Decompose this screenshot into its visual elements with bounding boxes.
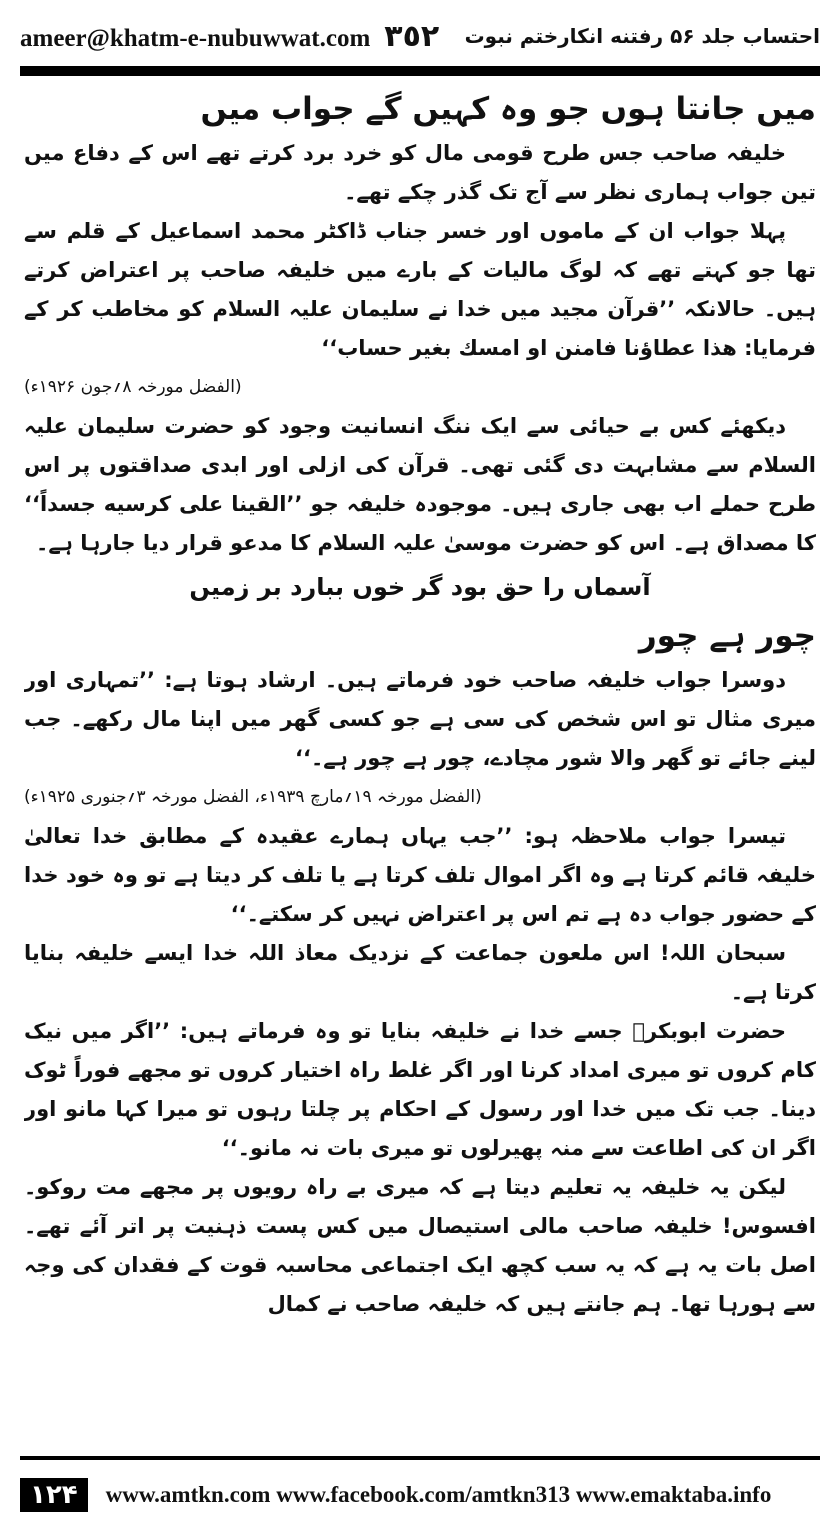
paragraph-1: خلیفہ صاحب جس طرح قومی مال کو خرد برد کرتے تھے اس کے دفاع میں تین جواب ہماری نظر سے آج تک گذر چکے تھے۔ [24,141,816,204]
paragraph-3: دیکھئے کس بے حیائی سے ایک ننگ انسانیت وجود کو حضرت سلیمان علیہ السلام سے مشابہت دی گئی تھی۔ قرآن کی ازلی اور ابدی صداقتوں پر اس طرح حملے اب بھی جاری ہیں۔ موجودہ خلیفہ جو ’’القینا علی کرسیه جسداً‘‘ کا مصداق ہے۔ اس کو حضرت موسیٰ علیہ السلام کا مدعو قرار دیا جارہا ہے۔ [24,414,816,555]
footer-links[interactable]: www.amtkn.com www.facebook.com/amtkn313 www.emaktaba.info [105,1482,772,1507]
page-body [24,84,816,1448]
footer-page-number: ۱۲۴ [20,1478,88,1512]
heading-2: چور ہے چور [638,618,816,654]
header-rule [20,66,820,76]
citation-1: (الفضل مورخہ ۸؍جون ۱۹۲۶ء) [24,377,242,397]
paragraph-4: دوسرا جواب خلیفہ صاحب خود فرماتے ہیں۔ ارشاد ہوتا ہے: ’’تمہاری اور میری مثال تو اس شخص کی سی ہے جو کسی گھر میں اپنا مال رکھے۔ جب لینے جائے تو گھر والا شور مچادے، چور ہے چور ہے۔‘‘ [24,668,816,770]
paragraph-8: لیکن یہ خلیفہ یہ تعلیم دیتا ہے کہ میری بے راہ رویوں پر مجھے مت روکو۔ افسوس! خلیفہ صاحب مالی استیصال میں کس پست ذہنیت پر اتر آئے تھے۔ اصل بات یہ ہے کہ یہ سب کچھ ایک اجتماعی محاسبہ قوت کے فقدان کی وجہ سے ہورہا تھا۔ ہم جانتے ہیں کہ خلیفہ صاحب نے کمال [24,1175,816,1316]
paragraph-6: سبحان اللہ! اس ملعون جماعت کے نزدیک معاذ اللہ خدا ایسے خلیفہ بنایا کرتا ہے۔ [24,941,816,1004]
header-left [20,19,439,54]
page-header [20,14,820,58]
running-title: احتساب جلد ۵۶ رفتنه انکارختم نبوت [464,24,820,48]
paragraph-2: پہلا جواب ان کے ماموں اور خسر جناب ڈاکٹر محمد اسماعیل کے قلم سے تھا جو کہتے تھے کہ لوگ مالیات کے بارے میں خلیفہ صاحب پر اعتراض کرتے ہیں۔ حالانکہ ’’قرآن مجید میں خدا نے سلیمان علیہ السلام کو مخاطب کر کے فرمایا: ھذا عطاؤنا فامنن او امسك بغیر حساب‘‘ [24,219,816,360]
paragraph-5: تیسرا جواب ملاحظہ ہو: ’’جب یہاں ہمارے عقیدہ کے مطابق خدا تعالیٰ خلیفہ قائم کرتا ہے وہ اگر اموال تلف کرتا ہے یا تلف کر دیتا ہے تو وہ خود خدا کے حضور جواب دہ ہے تم اس پر اعتراض نہیں کر سکتے۔‘‘ [24,824,816,926]
header-page-number: ٣٥٢ [384,18,440,54]
paragraph-7: حضرت ابوبکرؓ جسے خدا نے خلیفہ بنایا تو وہ فرماتے ہیں: ’’اگر میں نیک کام کروں تو میری امداد کرنا اور اگر غلط راہ اختیار کروں تو مجھے فوراً ٹوک دینا۔ جب تک میں خدا اور رسول کے احکام پر چلتا رہوں تو میرا کہا مانو اور اگر ان کی اطاعت سے منہ پھیرلوں تو میری بات نہ مانو۔‘‘ [24,1019,816,1160]
persian-verse: آسماں را حق بود گر خوں ببارد بر زمیں [189,573,651,601]
citation-2: (الفضل مورخہ ۱۹؍مارچ ۱۹۳۹ء، الفضل مورخہ ۳؍جنوری ۱۹۲۵ء) [24,787,482,807]
header-email[interactable]: ameer@khatm-e-nubuwwat.com [20,24,371,52]
heading-1: میں جانتا ہوں جو وہ کہیں گے جواب میں [200,91,816,127]
page-footer [20,1456,820,1530]
